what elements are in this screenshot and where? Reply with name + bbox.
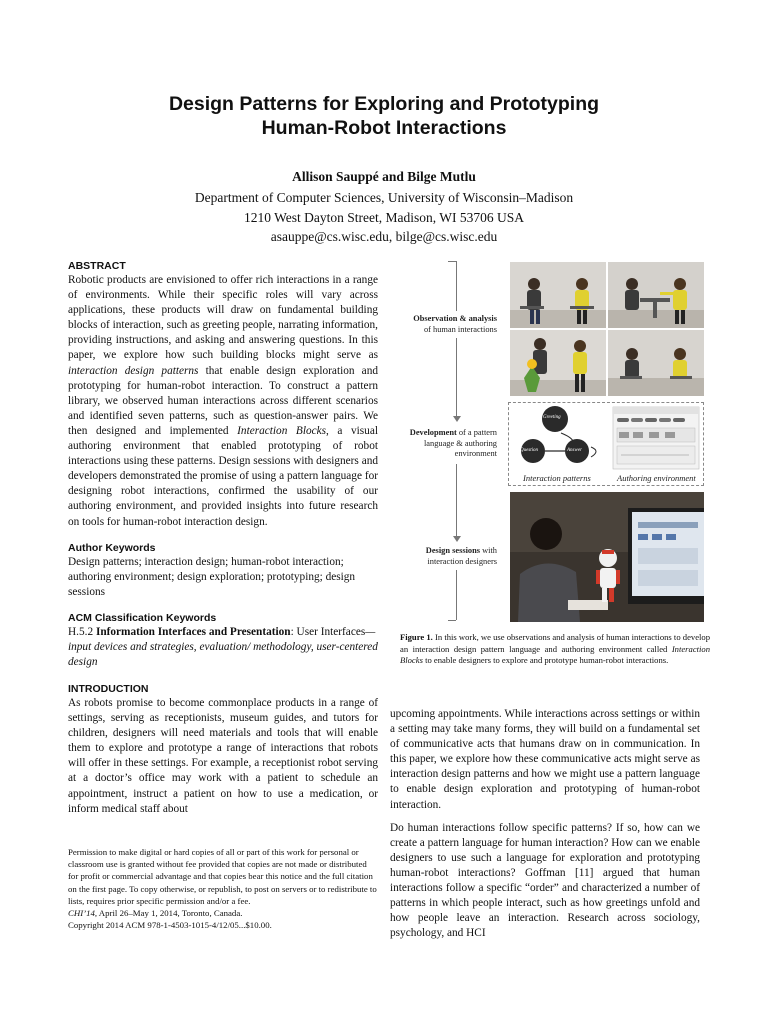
timeline-start-tick — [448, 261, 456, 262]
body-paragraph-1: upcoming appointments. While interactions across settings or within a setting may take many forms, they will build on a fundamental set of communicative acts that humans draw on in communication. In this paper, we explore how these communicative acts might serve as interaction design patterns and how we might use a pattern language to enable design exploration and prototyping of human-robot interaction. — [390, 708, 700, 811]
arrow-down-icon — [453, 536, 461, 542]
timeline-segment-2 — [456, 338, 457, 416]
right-column-text — [390, 707, 700, 941]
stage-observation-label: Observation & analysis of human interactions — [413, 314, 497, 334]
authors: Allison Sauppé and Bilge Mutlu — [292, 169, 476, 184]
introduction-section — [68, 683, 378, 817]
left-column — [68, 260, 378, 530]
label-interaction-patterns: Interaction patterns — [523, 473, 591, 483]
affiliation-department: Department of Computer Sciences, University of Wisconsin–Madison — [194, 190, 574, 205]
paper-title — [0, 92, 768, 140]
design-session-photo — [510, 492, 704, 622]
observation-photo-4 — [608, 330, 704, 396]
author-keywords-heading: Author Keywords — [68, 542, 156, 554]
abstract-heading: ABSTRACT — [68, 260, 126, 272]
figure-1-caption: Figure 1. In this work, we use observations and analysis of human interactions to develop an interaction design pattern language and authoring environment called Interaction Blocks to enable designers to explore and prototype human-robot interactions. — [400, 632, 710, 665]
introduction-text: As robots promise to become commonplace products in a range of settings, serving as receptionists, museum guides, and tutors for children, designers will need materials and tools that will enable them to explore and prototype a range of interactions that robots will offer in these settings. For example, a receptionist robot serving at a doctor’s office may work with a patient to schedule an appointment, instruct a patient on how to use a medication, or inform medical staff about — [68, 697, 378, 815]
observation-photo-3 — [510, 330, 606, 396]
introduction-heading: INTRODUCTION — [68, 683, 149, 695]
author-keywords-section — [68, 542, 378, 600]
copyright-line: Copyright 2014 ACM 978-1-4503-1015-4/12/05...$10.00. — [68, 920, 272, 931]
timeline-end-tick — [448, 620, 456, 621]
permission-block — [68, 846, 378, 931]
timeline-segment-4 — [456, 570, 457, 620]
affiliation — [0, 188, 768, 247]
acm-keywords-heading: ACM Classification Keywords — [68, 612, 217, 624]
observation-photo-2 — [608, 262, 704, 328]
affiliation-address: 1210 West Dayton Street, Madison, WI 53706 USA — [243, 209, 525, 225]
label-authoring-environment: Authoring environment — [617, 473, 696, 483]
acm-keywords-text: H.5.2 Information Interfaces and Presentation: User Interfaces—input devices and strategies, evaluation/ methodology, user-centered design — [68, 626, 378, 669]
stage-development-label: Development of a pattern language & authoring environment — [409, 428, 497, 458]
permission-text: Permission to make digital or hard copies of all or part of this work for personal or classroom use is granted without fee provided that copies are not made or distributed for profit or commercial advantage and that copies bear this notice and the full citation on the first page. To copy otherwise, or republish, to post on servers or to redistribute to lists, requires prior specific permission and/or a fee. — [68, 847, 377, 906]
node-greeting: Greeting — [543, 415, 561, 420]
arrow-down-icon — [453, 416, 461, 422]
affiliation-emails: asauppe@cs.wisc.edu, bilge@cs.wisc.edu — [270, 229, 498, 244]
venue-line: CHI’14, April 26–May 1, 2014, Toronto, Canada. — [68, 908, 243, 919]
title-line-1: Design Patterns for Exploring and Prototyping — [168, 93, 600, 115]
title-line-2: Human-Robot Interactions — [261, 117, 507, 139]
abstract-text: Robotic products are envisioned to offer rich interactions in a range of environments. While their specific roles will vary across applications, these products will draw on fundamental building blocks of interaction, such as greeting people, narrating information, providing instructions, and asking and answering questions. In this paper, we explore how such building blocks might serve as interaction design patterns that enable design exploration and prototyping for human-robot interaction. To construct a pattern library, we observed human interactions across different scenarios and identified seven patterns, such as question-answer pairs. We then designed and implemented Interaction Blocks, a visual authoring environment that enabled prototyping of robot interactions using these patterns. Design sessions with designers and developers demonstrated the promise of using a pattern language for designing robot interactions, confirmed the usability of our authoring environment, and provided insights into future research on tools for human-robot interaction design. — [68, 274, 378, 528]
acm-keywords-section — [68, 612, 378, 670]
timeline-segment-3 — [456, 464, 457, 536]
stage-design-sessions-label: Design sessions with interaction designers — [425, 546, 497, 566]
development-panel — [508, 402, 704, 486]
figure-1 — [400, 258, 710, 626]
timeline-segment-1 — [456, 261, 457, 311]
node-answer: Answer — [567, 448, 582, 453]
author-keywords-text: Design patterns; interaction design; human-robot interaction; authoring environment; design exploration; prototyping; design sessions — [68, 556, 356, 599]
node-question: Question — [520, 448, 539, 453]
body-paragraph-2: Do human interactions follow specific patterns? If so, how can we create a pattern language for human interaction? How can we enable designers to use such a language for exploration and prototyping human-robot interactions? Goffman [11] argued that human interactions follow a specific “order” and characterized a number of patterns in which people interact, such as how greetings unfold and how people leave an interaction. Research across sociology, psychology, and HCI — [390, 821, 700, 940]
observation-photo-1 — [510, 262, 606, 328]
